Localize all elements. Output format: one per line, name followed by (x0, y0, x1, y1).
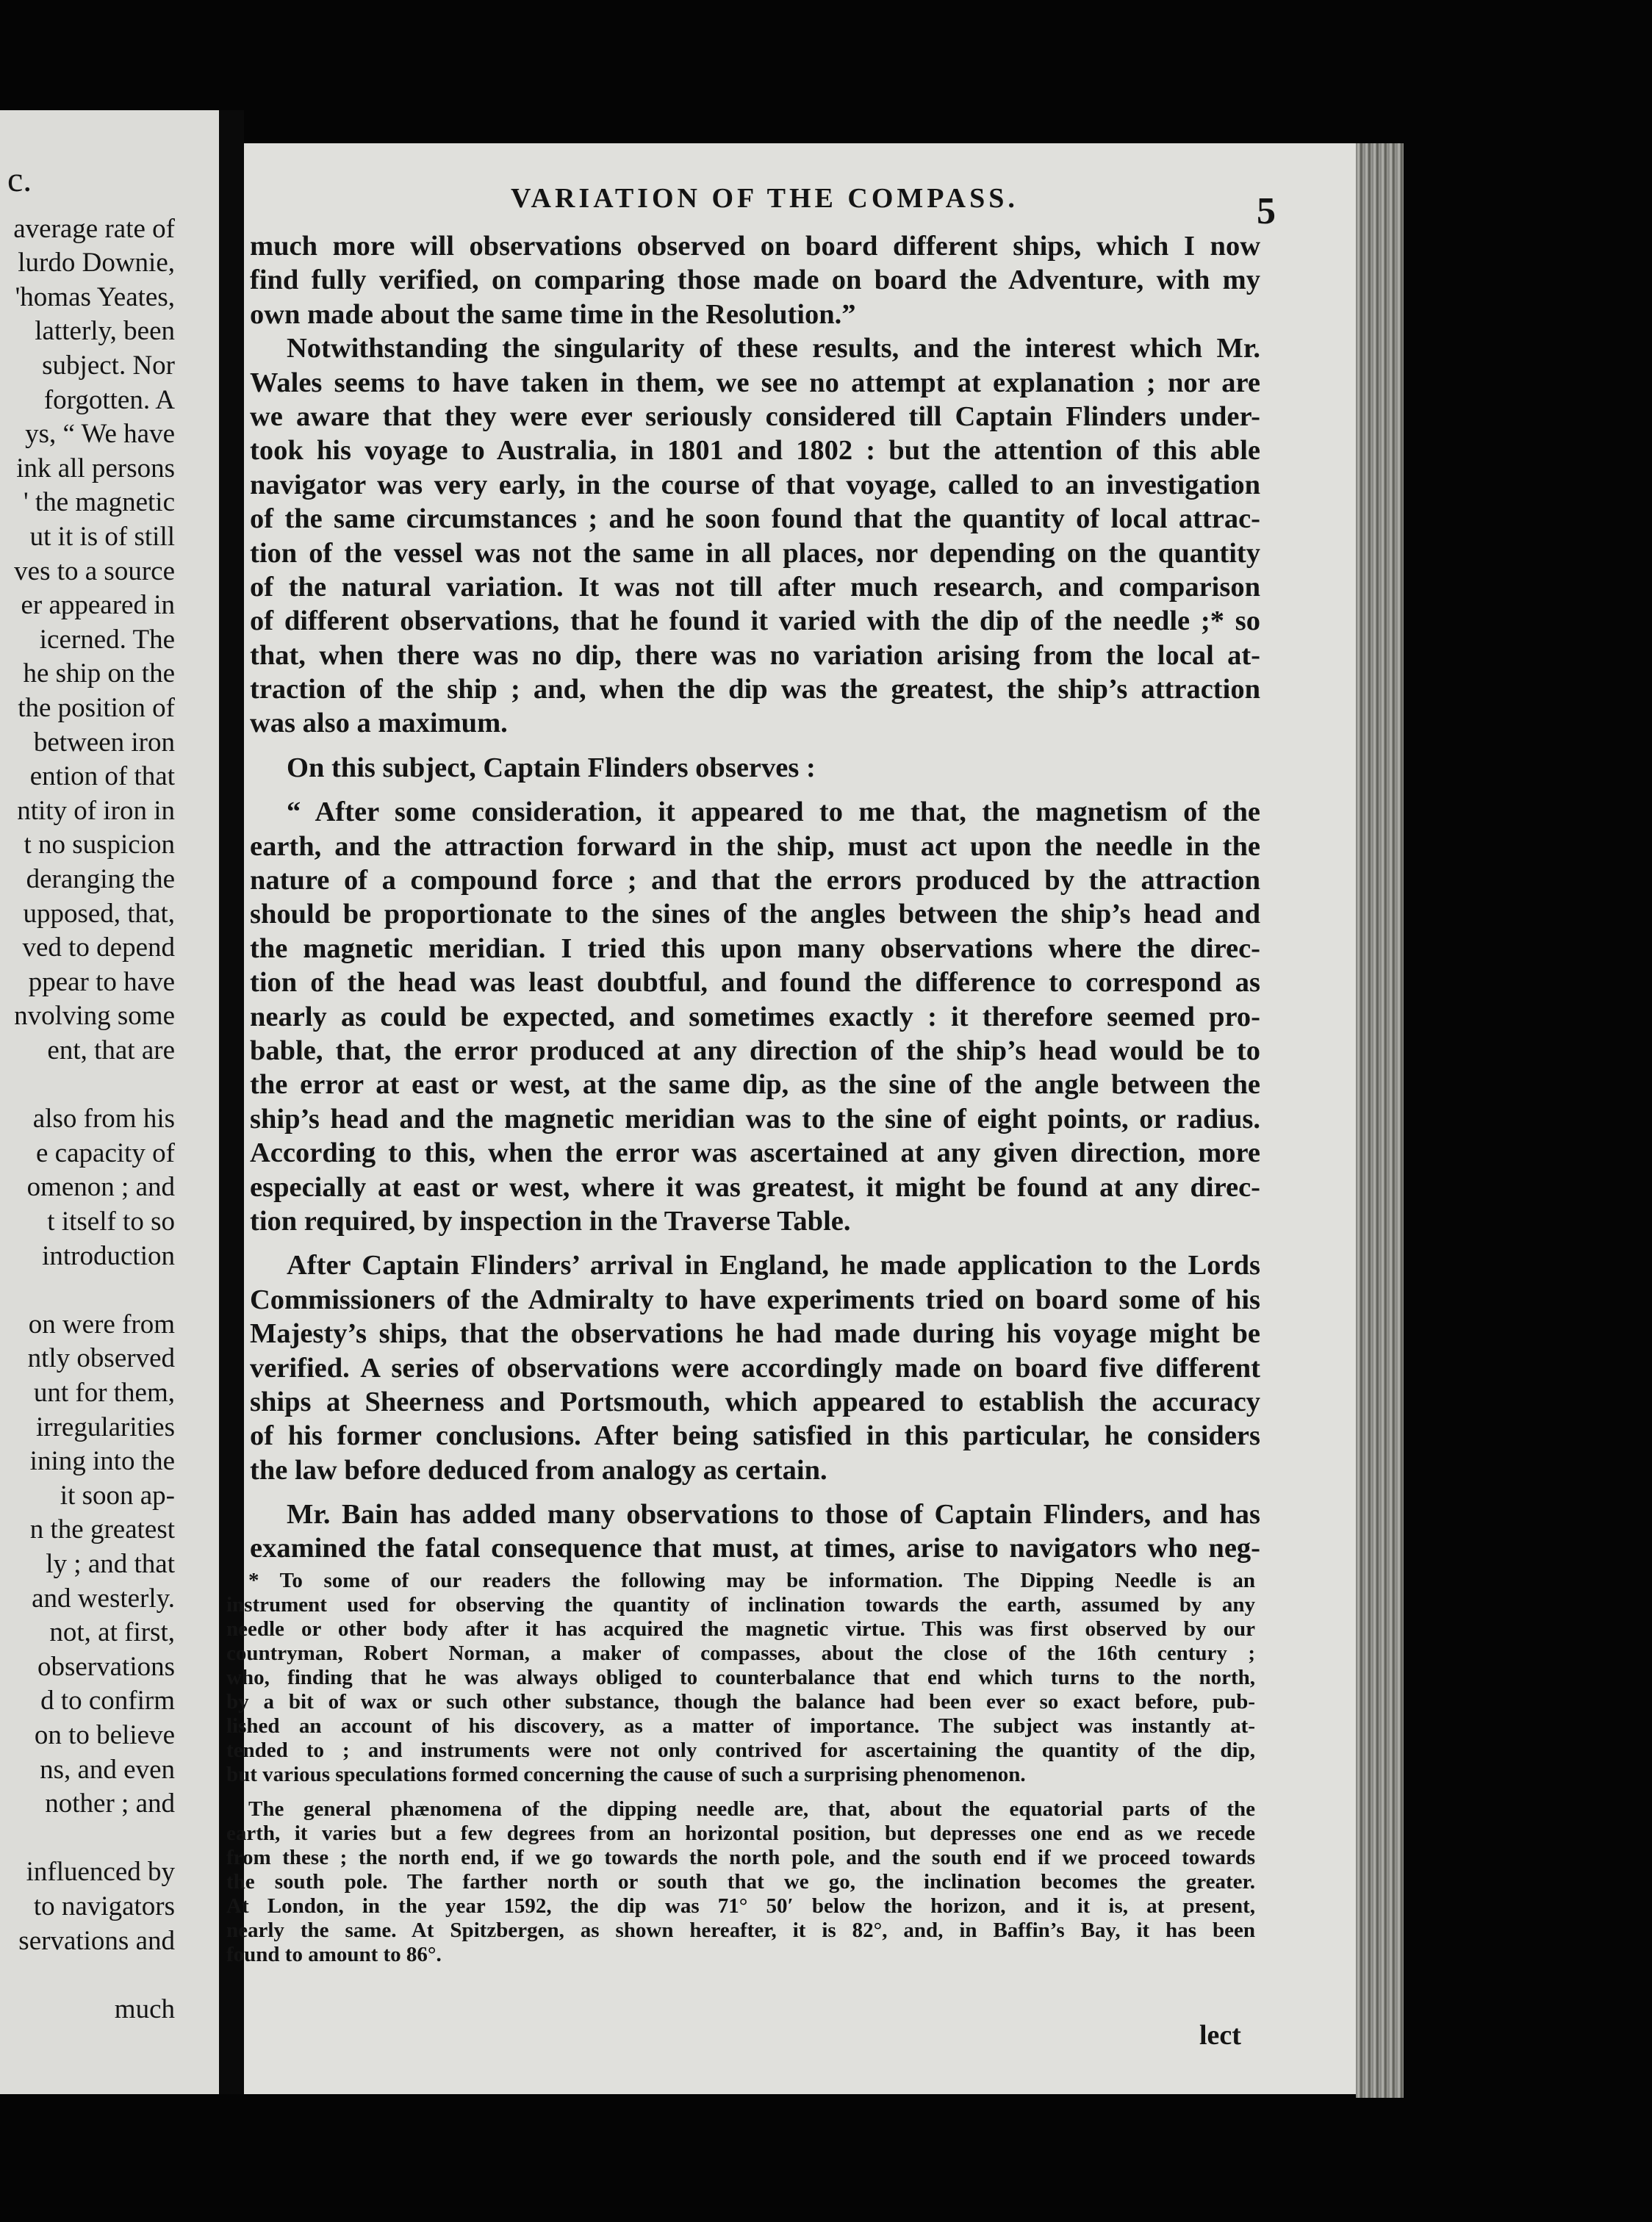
facing-page-line: t no suspicion (24, 830, 175, 860)
text-line: nearly as could be expected, and sometimes exactly : it therefore seemed pro- (250, 1001, 1260, 1032)
facing-page-line: he ship on the (23, 658, 175, 689)
facing-page-line: ining into the (29, 1446, 175, 1477)
footnote-line: countryman, Robert Norman, a maker of compasses, about the close of the 16th century ; (226, 1642, 1255, 1665)
facing-page-line: much (114, 1993, 175, 2024)
text-line: especially at east or west, where it was greatest, it might be found at any direc- (250, 1171, 1260, 1203)
paragraph-start: On this subject, Captain Flinders observes : (287, 752, 816, 783)
facing-page-line: observations (37, 1651, 175, 1682)
facing-page-line: deranging the (26, 864, 175, 894)
facing-page-line: nother ; and (45, 1788, 175, 1819)
text-line: that, when there was no dip, there was no variation arising from the local at- (250, 639, 1260, 671)
facing-page-line: ns, and even (40, 1754, 175, 1785)
text-line: of the natural variation. It was not till after much research, and comparison (250, 571, 1260, 603)
facing-page-line: n the greatest (29, 1514, 175, 1545)
facing-page-line: introduction (42, 1240, 175, 1271)
facing-page-line: icerned. The (39, 624, 175, 655)
facing-page-line: t itself to so (47, 1207, 175, 1237)
text-line: of different observations, that he found it varied with the dip of the needle ;* so (250, 605, 1260, 637)
text-line: took his voyage to Australia, in 1801 and 1802 : but the attention of this able (250, 435, 1260, 467)
text-line: the error at east or west, at the same dip, as the sine of the angle between the (250, 1069, 1260, 1101)
text-line: verified. A series of observations were accordingly made on board five different (250, 1352, 1260, 1384)
footnote-line: At London, in the year 1592, the dip was 71° 50′ below the horizon, and it is, at present, (226, 1894, 1255, 1918)
running-head: VARIATION OF THE COMPASS. (511, 183, 1019, 214)
facing-page-line: nvolving some (14, 1001, 175, 1032)
facing-page-line: ves to a source (14, 556, 175, 586)
text-line: the law before deduced from analogy as certain. (250, 1454, 827, 1486)
footnote-line: who, finding that he was always obliged to counterbalance that end which turns to the north, (226, 1666, 1255, 1689)
facing-page-line: e capacity of (36, 1137, 175, 1168)
facing-page-line: forgotten. A (43, 384, 175, 415)
quote-start: “ After some consideration, it appeared to me that, the magnetism of the (287, 797, 1260, 828)
facing-page-line: irregularities (35, 1412, 175, 1442)
facing-page-line: er appeared in (21, 590, 175, 621)
text-line: nature of a compound force ; and that the errors produced by the attraction (250, 865, 1260, 896)
facing-page-line: average rate of (13, 213, 175, 244)
text-line: find fully verified, on comparing those made on board the Adventure, with my (250, 265, 1260, 296)
facing-page-line: also from his (32, 1104, 175, 1135)
text-line: own made about the same time in the Resolution.” (250, 298, 856, 330)
text-line: tion of the head was least doubtful, and found the difference to correspond as (250, 967, 1260, 999)
facing-page-line: ly ; and that (46, 1549, 175, 1579)
text-line: examined the fatal consequence that must, at times, arise to navigators who neg- (250, 1533, 1260, 1564)
text-line: Commissioners of the Admiralty to have experiments tried on board some of his (250, 1284, 1260, 1315)
footnote-block (226, 1569, 1255, 1967)
facing-page-line: ' the magnetic (24, 487, 175, 518)
text-line: bable, that, the error produced at any direction of the ship’s head would be to (250, 1035, 1260, 1066)
facing-page-line: between iron (33, 727, 175, 758)
text-line: traction of the ship ; and, when the dip was the greatest, the ship’s attraction (250, 674, 1260, 705)
page-edges (1356, 143, 1404, 2098)
text-line: was also a maximum. (250, 708, 508, 739)
text-line: tion required, by inspection in the Traverse Table. (250, 1205, 851, 1237)
facing-page-line: latterly, been (35, 316, 175, 347)
facing-page-line: influenced by (26, 1857, 175, 1888)
facing-page-line: unt for them, (33, 1378, 175, 1408)
text-line: navigator was very early, in the course of that voyage, called to an investigation (250, 469, 1260, 500)
text-line: ship’s head and the magnetic meridian was to the sine of eight points, or radius. (250, 1103, 1260, 1135)
page-number: 5 (1257, 190, 1276, 232)
footnote-line: found to amount to 86°. (226, 1943, 442, 1966)
facing-page-line: ntity of iron in (17, 795, 175, 826)
facing-page-line: ved to depend (22, 932, 175, 963)
facing-page-line: d to confirm (40, 1686, 175, 1716)
facing-page-line: not, at first, (49, 1617, 175, 1648)
footnote-line: nearly the same. At Spitzbergen, as shown hereafter, it is 82°, and, in Baffin’s Bay, it has been (226, 1919, 1255, 1942)
text-line: should be proportionate to the sines of the angles between the ship’s head and (250, 899, 1260, 930)
facing-page-line: on to believe (34, 1720, 175, 1750)
text-line: much more will observations observed on board different ships, which I now (250, 231, 1260, 262)
facing-page-line: to navigators (33, 1891, 175, 1921)
facing-page-line: ent, that are (47, 1035, 175, 1065)
footnote-line: The general phænomena of the dipping needle are, that, about the equatorial parts of the (248, 1797, 1255, 1821)
footnote-line: instrument used for observing the quantity of inclination towards the earth, assumed by any (226, 1593, 1255, 1617)
catchword: lect (1199, 2020, 1241, 2051)
text-line: earth, and the attraction forward in the ship, must act upon the needle in the (250, 830, 1260, 862)
footnote-line: tended to ; and instruments were not only contrived for ascertaining the quantity of the dip, (226, 1739, 1255, 1762)
footnote-line: * To some of our readers the following may be information. The Dipping Needle is an (248, 1569, 1255, 1592)
text-line: of his former conclusions. After being satisfied in this particular, he considers (250, 1420, 1260, 1452)
facing-page-line: ink all persons (16, 453, 175, 483)
facing-page-line: ut it is of still (29, 522, 175, 552)
facing-page-line: ntly observed (27, 1343, 175, 1374)
facing-page-line: and westerly. (32, 1583, 175, 1614)
text-line: the magnetic meridian. I tried this upon many observations where the direc- (250, 932, 1260, 964)
facing-page-line: ppear to have (28, 966, 175, 997)
body-text (250, 229, 1260, 1566)
paragraph-start: Notwithstanding the singularity of these results, and the interest which Mr. (287, 333, 1260, 364)
text-line: tion of the vessel was not the same in all places, nor depending on the quantity (250, 537, 1260, 569)
text-line: of the same circumstances ; and he soon found that the quantity of local attrac- (250, 503, 1260, 535)
footnote-line: the south pole. The farther north or south that we go, the inclination becomes the greater. (226, 1870, 1255, 1894)
facing-page-line: subject. Nor (42, 350, 175, 381)
footnote-line: by a bit of wax or such other substance, though the balance had been ever so exact before, pub- (226, 1690, 1255, 1714)
footnote-line: lished an account of his discovery, as a matter of importance. The subject was instantly at- (226, 1714, 1255, 1738)
facing-page-line: it soon ap- (60, 1480, 175, 1511)
footnote-line: but various speculations formed concerning the cause of such a surprising phenomenon. (226, 1763, 1026, 1786)
paragraph-start: Mr. Bain has added many observations to those of Captain Flinders, and has (287, 1499, 1260, 1531)
text-line: According to this, when the error was ascertained at any given direction, more (250, 1137, 1260, 1169)
facing-page-fragment (0, 110, 219, 2094)
facing-page-line: 'homas Yeates, (15, 281, 175, 312)
facing-page-line: lurdo Downie, (18, 248, 175, 278)
footnote-line: needle or other body after it has acquired the magnetic virtue. This was first observed by our (226, 1617, 1255, 1641)
footnote-line: from these ; the north end, if we go towards the north pole, and the south end if we proceed towards (226, 1846, 1255, 1869)
facing-page-line: c. (7, 160, 32, 199)
facing-page-line: upposed, that, (23, 898, 175, 929)
facing-page-line: servations and (18, 1925, 175, 1956)
facing-page-line: omenon ; and (26, 1172, 175, 1203)
text-line: ships at Sheerness and Portsmouth, which appeared to establish the accuracy (250, 1386, 1260, 1417)
facing-page-line: the position of (18, 693, 175, 723)
facing-page-line: on were from (28, 1309, 175, 1340)
footnote-line: earth, it varies but a few degrees from an horizontal position, but depresses one end as we recede (226, 1822, 1255, 1845)
text-line: Wales seems to have taken in them, we see no attempt at explanation ; nor are (250, 367, 1260, 398)
text-line: Majesty’s ships, that the observations he had made during his voyage might be (250, 1318, 1260, 1350)
paragraph-start: After Captain Flinders’ arrival in England, he made application to the Lords (287, 1250, 1260, 1281)
text-line: we aware that they were ever seriously considered till Captain Flinders under- (250, 400, 1260, 432)
facing-page-line: ention of that (29, 761, 175, 792)
facing-page-line: ys, “ We have (25, 419, 175, 450)
